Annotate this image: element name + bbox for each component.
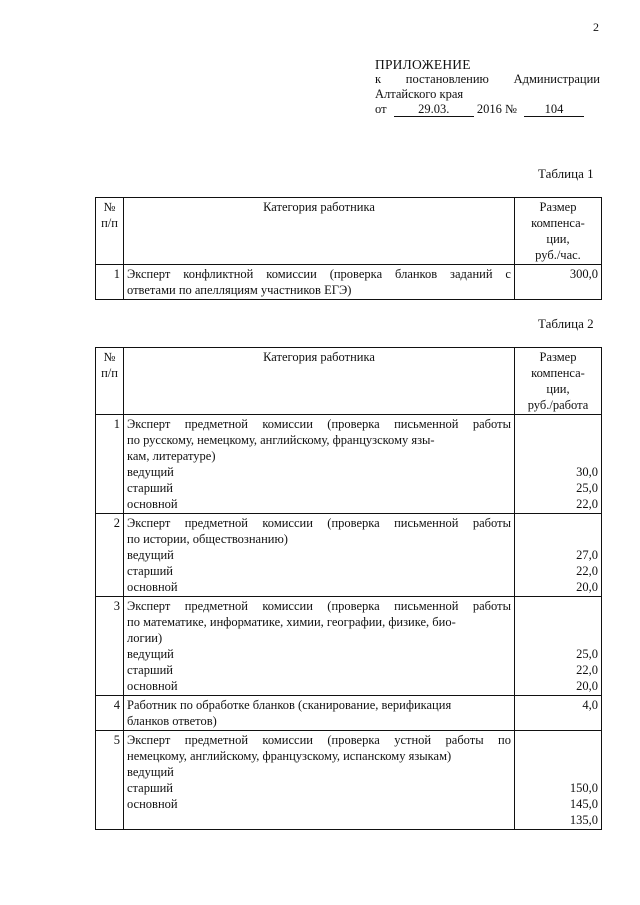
- header-rate-line: руб./час.: [535, 248, 581, 262]
- rate-spacer: [518, 448, 598, 464]
- rate-spacer: [518, 515, 598, 531]
- rate-value: 145,0: [569, 797, 598, 811]
- category-line: немецкому, английскому, французскому, испанскому языкам): [127, 749, 452, 763]
- row-number: 3: [96, 597, 124, 696]
- appendix-decree-line: [375, 72, 600, 87]
- row-number: 5: [96, 731, 124, 830]
- table-row: [96, 514, 602, 597]
- table2-caption: Таблица 2: [538, 316, 594, 331]
- category-line: Эксперт предметной комиссии (проверка устной работы по: [127, 733, 511, 747]
- category-line: ведущий: [127, 465, 174, 479]
- header-rate-line: ции,: [546, 382, 570, 396]
- category-line: по математике, информатике, химии, географии, физике, био-: [127, 615, 456, 629]
- appendix-header: [375, 57, 600, 117]
- header-rate-line: компенса-: [531, 366, 585, 380]
- header-num-line: п/п: [101, 366, 118, 380]
- category-line: по русскому, немецкому, английскому, французскому язы-: [127, 433, 435, 447]
- appendix-word: к: [375, 72, 382, 86]
- table1-body: [96, 265, 602, 300]
- header-num-line: п/п: [101, 216, 118, 230]
- category-line: по истории, обществознанию): [127, 532, 288, 546]
- row-number: 4: [96, 696, 124, 731]
- table-row: [96, 265, 602, 300]
- category-line: основной: [127, 497, 178, 511]
- decree-date: 29.03.: [394, 103, 474, 117]
- row-category: [124, 514, 515, 597]
- from-label: от: [375, 102, 387, 116]
- header-rate-line: ции,: [546, 232, 570, 246]
- rate-spacer: [518, 614, 598, 630]
- rate-value: 22,0: [576, 663, 598, 677]
- table1-caption: Таблица 1: [538, 166, 594, 181]
- rate-value: 22,0: [576, 564, 598, 578]
- decree-number: 104: [524, 103, 584, 117]
- header-rate-cell: [515, 348, 602, 415]
- rate-value: 27,0: [576, 548, 598, 562]
- row-rate: [515, 597, 602, 696]
- rate-value: 30,0: [576, 465, 598, 479]
- row-category: [124, 265, 515, 300]
- row-rate: [515, 415, 602, 514]
- rate-value: 300,0: [569, 267, 598, 281]
- category-line: ведущий: [127, 548, 174, 562]
- appendix-word: Администрации: [513, 72, 600, 86]
- category-line: старший: [127, 481, 173, 495]
- rate-spacer: [518, 748, 598, 764]
- row-number: 2: [96, 514, 124, 597]
- rate-value: 150,0: [569, 781, 598, 795]
- decree-date-line: [375, 102, 600, 117]
- table1: [95, 197, 602, 300]
- category-line: Эксперт предметной комиссии (проверка письменной работы: [127, 417, 511, 431]
- row-category: [124, 731, 515, 830]
- header-rate-cell: [515, 198, 602, 265]
- category-line: логии): [127, 631, 163, 645]
- appendix-title: ПРИЛОЖЕНИЕ: [375, 57, 471, 72]
- header-rate-line: Размер: [539, 200, 577, 214]
- rate-spacer: [518, 531, 598, 547]
- header-category: Категория работника: [124, 348, 515, 415]
- rate-spacer: [518, 598, 598, 614]
- row-rate: [515, 731, 602, 830]
- header-rate-line: компенса-: [531, 216, 585, 230]
- appendix-word: постановлению: [405, 72, 489, 86]
- rate-value: 25,0: [576, 647, 598, 661]
- category-line: Эксперт предметной комиссии (проверка письменной работы: [127, 516, 511, 530]
- category-line: старший: [127, 564, 173, 578]
- category-line: ведущий: [127, 765, 174, 779]
- header-num-cell: [96, 348, 124, 415]
- rate-spacer: [518, 432, 598, 448]
- appendix-region: Алтайского края: [375, 87, 464, 101]
- decree-year: 2016 №: [476, 102, 517, 116]
- table1-header-row: [96, 198, 602, 265]
- category-line: бланков ответов): [127, 714, 217, 728]
- table-row: [96, 731, 602, 830]
- header-num-line: №: [103, 350, 116, 364]
- table2: [95, 347, 602, 830]
- category-line: основной: [127, 679, 178, 693]
- category-line: Эксперт конфликтной комиссии (проверка бланков заданий с: [127, 267, 511, 281]
- rate-value: 135,0: [569, 813, 598, 827]
- row-number: 1: [96, 265, 124, 300]
- rate-spacer: [518, 764, 598, 780]
- row-number: 1: [96, 415, 124, 514]
- category-line: основной: [127, 580, 178, 594]
- category-line: кам, литературе): [127, 449, 216, 463]
- table-row: [96, 415, 602, 514]
- rate-spacer: [518, 416, 598, 432]
- header-num-line: №: [103, 200, 116, 214]
- rate-spacer: [518, 630, 598, 646]
- table-row: [96, 597, 602, 696]
- row-rate: [515, 696, 602, 731]
- category-line: Эксперт предметной комиссии (проверка письменной работы: [127, 599, 511, 613]
- row-category: [124, 597, 515, 696]
- header-rate-line: Размер: [539, 350, 577, 364]
- rate-value: 4,0: [582, 698, 598, 712]
- category-line: основной: [127, 797, 178, 811]
- row-category: [124, 415, 515, 514]
- rate-value: 22,0: [576, 497, 598, 511]
- header-rate-line: руб./работа: [527, 398, 589, 412]
- table2-body: [96, 415, 602, 830]
- row-rate: [515, 265, 602, 300]
- row-category: [124, 696, 515, 731]
- row-rate: [515, 514, 602, 597]
- table2-header-row: [96, 348, 602, 415]
- category-line: Работник по обработке бланков (сканирование, верификация: [127, 698, 452, 712]
- table-row: [96, 696, 602, 731]
- rate-value: 20,0: [576, 679, 598, 693]
- header-category: Категория работника: [124, 198, 515, 265]
- category-line: ответами по апелляциям участников ЕГЭ): [127, 283, 352, 297]
- rate-spacer: [518, 732, 598, 748]
- category-line: ведущий: [127, 647, 174, 661]
- category-line: старший: [127, 663, 173, 677]
- page-number: 2: [593, 20, 599, 34]
- category-line: старший: [127, 781, 173, 795]
- header-num-cell: [96, 198, 124, 265]
- rate-value: 20,0: [576, 580, 598, 594]
- rate-value: 25,0: [576, 481, 598, 495]
